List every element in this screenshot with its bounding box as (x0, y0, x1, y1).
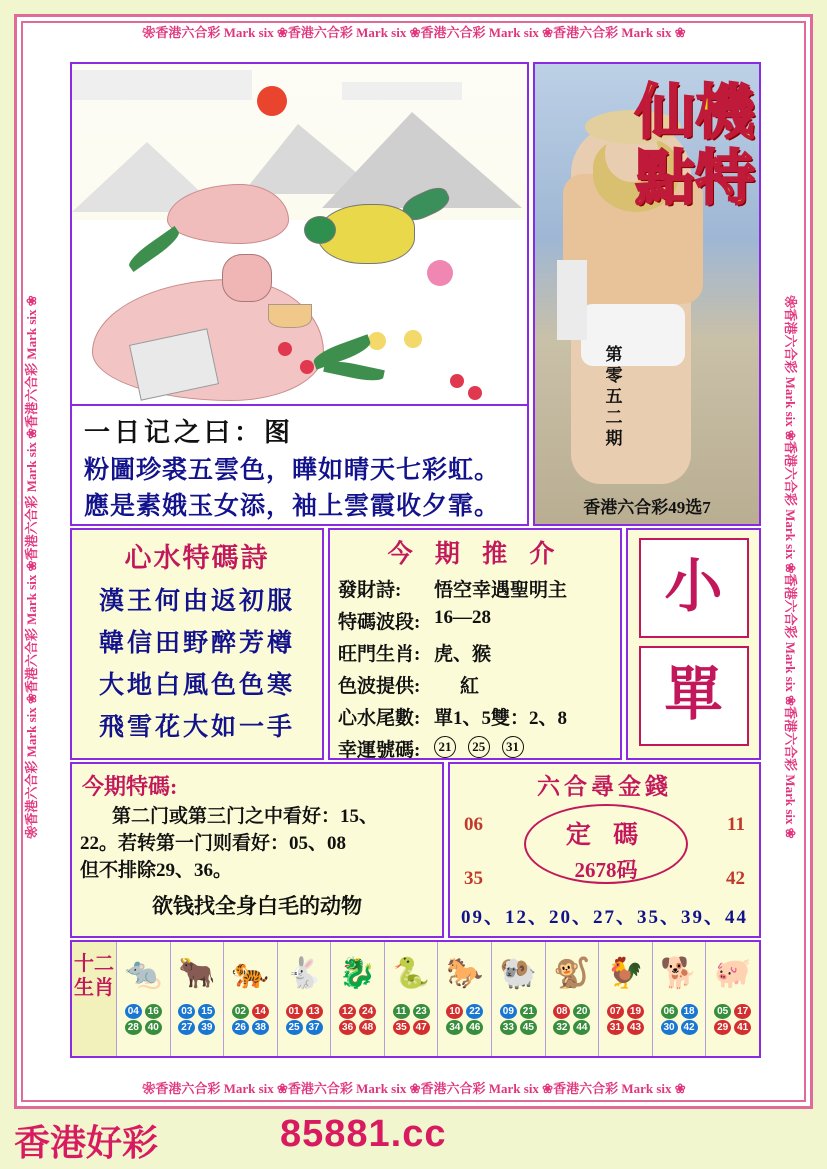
recommend-label: 發財詩: (338, 580, 402, 601)
goat-icon: 🐏 (499, 956, 538, 990)
marquee-right: ❀香港六合彩 Mark six ❀香港六合彩 Mark six ❀香港六合彩 Mark six ❀香港六合彩 Mark six ❀ (783, 295, 798, 839)
zodiac-number: 26 (232, 1020, 249, 1035)
zodiac-cell-horse (438, 942, 492, 1056)
zodiac-number: 01 (286, 1004, 303, 1019)
zodiac-number: 19 (627, 1004, 644, 1019)
zodiac-cell-snake (385, 942, 439, 1056)
poem-title: 心水特碼詩 (124, 543, 270, 573)
leaf-icon (323, 358, 385, 384)
zodiac-number: 13 (306, 1004, 323, 1019)
zodiac-cell-rooster (599, 942, 653, 1056)
zodiac-numbers (661, 1004, 698, 1037)
rooster-icon: 🐓 (606, 956, 645, 990)
pig-icon: 🐖 (713, 956, 752, 990)
recommend-row (338, 607, 620, 634)
zodiac-number: 05 (714, 1004, 731, 1019)
poem-line: 大地白風色色寒 (98, 672, 295, 699)
zodiac-number: 06 (661, 1004, 678, 1019)
lucky-numbers (434, 735, 620, 762)
zodiac-number: 11 (393, 1004, 410, 1019)
rabbit-icon: 🐇 (285, 956, 323, 990)
zodiac-cell-dog (653, 942, 707, 1056)
recommend-title: 今 期 推 介 (387, 541, 563, 568)
zodiac-cell-ox (171, 942, 225, 1056)
recommend-value: 16—28 (434, 607, 491, 628)
horse-icon: 🐎 (446, 956, 484, 990)
caption-panel (70, 404, 529, 526)
zodiac-number: 42 (681, 1020, 698, 1035)
flower-icon (368, 332, 386, 350)
zodiac-number: 47 (413, 1020, 430, 1035)
zodiac-numbers (232, 1004, 269, 1037)
recommend-panel (328, 528, 622, 760)
cup-icon (268, 304, 312, 328)
dragon-icon: 🐉 (338, 956, 377, 990)
zodiac-number: 41 (734, 1020, 751, 1035)
redaction-bar (557, 260, 587, 340)
flower-icon (427, 260, 453, 286)
bird-head (304, 216, 336, 244)
berry-icon (468, 386, 482, 400)
special-code-hint: 欲钱找全身白毛的动物 (152, 894, 362, 918)
zodiac-number: 10 (446, 1004, 463, 1019)
poem-line: 漢王何由返初服 (98, 588, 295, 615)
zodiac-number: 08 (553, 1004, 570, 1019)
zodiac-number: 25 (286, 1020, 303, 1035)
zodiac-number: 34 (446, 1020, 463, 1035)
zodiac-number: 31 (607, 1020, 624, 1035)
zodiac-number: 15 (198, 1004, 215, 1019)
fixed-code-label: 定 碼 (565, 822, 647, 849)
recommend-label: 幸運號碼: (338, 740, 421, 761)
zodiac-number: 14 (252, 1004, 269, 1019)
footer-brand: 香港好彩 (14, 1123, 159, 1163)
zodiac-number: 44 (573, 1020, 590, 1035)
caption-line1-prefix: 一日记之曰： (84, 418, 265, 447)
berry-icon (450, 374, 464, 388)
zodiac-cell-rat (117, 942, 171, 1056)
zodiac-number: 12 (339, 1004, 356, 1019)
zodiac-cell-goat (492, 942, 546, 1056)
recommend-label: 心水尾數: (338, 708, 421, 729)
sun-icon (257, 86, 287, 116)
recommend-label: 色波提供: (338, 676, 421, 697)
special-code-line: 但不排除29、36。 (80, 860, 233, 881)
zodiac-number: 18 (681, 1004, 698, 1019)
zodiac-cell-tiger (224, 942, 278, 1056)
recommend-value: 悟空幸遇聖明主 (434, 580, 568, 601)
zodiac-number: 07 (607, 1004, 624, 1019)
poem-line: 韓信田野醉芳樽 (98, 630, 295, 657)
recommend-row (338, 639, 620, 666)
zodiac-number: 43 (627, 1020, 644, 1035)
dog-icon: 🐕 (660, 956, 698, 990)
zodiac-number: 21 (520, 1004, 537, 1019)
recommend-row-lucky (338, 735, 620, 762)
zodiac-cell-rabbit (278, 942, 332, 1056)
zodiac-cell-dragon (331, 942, 385, 1056)
zodiac-numbers (714, 1004, 751, 1037)
zodiac-number: 29 (714, 1020, 731, 1035)
lucky-number: 25 (468, 736, 490, 758)
zodiac-numbers (553, 1004, 590, 1037)
berry-icon (300, 360, 314, 374)
money-corner-topleft: 06 (464, 814, 483, 835)
zodiac-number: 24 (359, 1004, 376, 1019)
badge-char-small: 小 (639, 538, 749, 638)
zodiac-number: 22 (466, 1004, 483, 1019)
zodiac-number: 33 (500, 1020, 517, 1035)
poem-line: 飛雪花大如一手 (98, 714, 295, 741)
zodiac-cell-monkey (546, 942, 600, 1056)
zodiac-number: 37 (306, 1020, 323, 1035)
issue-number: 第零五二期 (605, 345, 623, 448)
special-code-line: 22。若转第一门则看好：05、08 (80, 833, 347, 854)
zodiac-label: 十二生肖 (72, 942, 117, 1056)
marquee-top: ❀香港六合彩 Mark six ❀香港六合彩 Mark six ❀香港六合彩 Mark six ❀香港六合彩 Mark six ❀ (142, 25, 686, 40)
zodiac-number: 20 (573, 1004, 590, 1019)
special-code-panel (70, 762, 444, 938)
lottery-note: 香港六合彩49选7 (583, 498, 711, 517)
recommend-value: 虎、猴 (434, 644, 492, 665)
money-corner-bottomleft: 35 (464, 868, 483, 889)
caption-poem-1: 粉圖珍裘五雲色，曄如晴天七彩虹。 (84, 457, 501, 484)
recommend-label: 旺門生肖: (338, 644, 421, 665)
footer (0, 1109, 827, 1169)
recommend-row (338, 703, 620, 730)
money-corner-topright: 11 (727, 814, 745, 835)
special-code-title: 今期特碼: (82, 774, 178, 799)
berry-icon (278, 342, 292, 356)
money-panel (448, 762, 761, 938)
recommend-value: 紅 (460, 676, 480, 697)
zodiac-number: 30 (661, 1020, 678, 1035)
zodiac-cells (117, 942, 759, 1056)
zodiac-numbers (607, 1004, 644, 1037)
zodiac-numbers (446, 1004, 483, 1037)
zodiac-number: 02 (232, 1004, 249, 1019)
zodiac-number: 23 (413, 1004, 430, 1019)
caption-line1 (84, 412, 294, 449)
marquee-bottom: ❀香港六合彩 Mark six ❀香港六合彩 Mark six ❀香港六合彩 Mark six ❀香港六合彩 Mark six ❀ (142, 1081, 686, 1096)
zodiac-number: 35 (393, 1020, 410, 1035)
zodiac-number: 38 (252, 1020, 269, 1035)
zodiac-numbers (500, 1004, 537, 1037)
zodiac-number: 39 (198, 1020, 215, 1035)
page-title: 仙機點特 (635, 80, 755, 212)
zodiac-number: 28 (125, 1020, 142, 1035)
badge-char-single: 單 (639, 646, 749, 746)
redaction-bar (342, 82, 462, 100)
zodiac-table (70, 940, 761, 1058)
lucky-number: 31 (502, 736, 524, 758)
monkey-icon: 🐒 (553, 956, 591, 990)
zodiac-number: 40 (145, 1020, 162, 1035)
zodiac-number: 45 (520, 1020, 537, 1035)
zodiac-number: 03 (178, 1004, 195, 1019)
recommend-value: 單1、5雙：2、8 (434, 708, 568, 729)
snake-icon: 🐍 (392, 956, 430, 990)
illustration-panel (70, 62, 529, 406)
special-code-line: 第二门或第三门之中看好：15、 (112, 806, 379, 827)
zodiac-numbers (125, 1004, 162, 1037)
zodiac-number: 16 (145, 1004, 162, 1019)
fixed-code-value: 2678码 (574, 858, 638, 882)
zodiac-number: 17 (734, 1004, 751, 1019)
zodiac-number: 27 (178, 1020, 195, 1035)
zodiac-cell-pig (706, 942, 759, 1056)
money-number-list: 09、12、20、27、35、39、44 (460, 907, 748, 928)
zodiac-number: 48 (359, 1020, 376, 1035)
zodiac-numbers (339, 1004, 376, 1037)
model-shorts (581, 304, 685, 366)
fixed-code-ellipse (524, 804, 688, 884)
cover-photo-panel (533, 62, 761, 526)
poem-panel (70, 528, 324, 760)
poster-content (46, 46, 781, 1076)
money-corner-bottomright: 42 (726, 868, 745, 889)
zodiac-number: 46 (466, 1020, 483, 1035)
redaction-bar (72, 70, 252, 100)
leaf-icon (125, 226, 182, 272)
ox-icon: 🐂 (178, 956, 216, 990)
zodiac-numbers (393, 1004, 430, 1037)
zodiac-number: 09 (500, 1004, 517, 1019)
rat-icon: 🐀 (124, 956, 162, 990)
tiger-icon: 🐅 (231, 956, 270, 990)
recommend-row (338, 671, 620, 698)
zodiac-number: 36 (339, 1020, 356, 1035)
zodiac-number: 04 (125, 1004, 142, 1019)
side-badge-panel (626, 528, 761, 760)
lucky-number: 21 (434, 736, 456, 758)
flower-icon (404, 330, 422, 348)
recommend-row (338, 575, 620, 602)
zodiac-number: 32 (553, 1020, 570, 1035)
marquee-left: ❀香港六合彩 Mark six ❀香港六合彩 Mark six ❀香港六合彩 Mark six ❀香港六合彩 Mark six ❀ (24, 295, 39, 839)
pot-icon (222, 254, 272, 302)
caption-line1-suffix: 图 (264, 418, 295, 447)
recommend-label: 特碼波段: (338, 612, 421, 633)
footer-url[interactable]: 85881.cc (280, 1113, 447, 1155)
zodiac-numbers (178, 1004, 215, 1037)
caption-poem-2: 應是素娥玉女添，袖上雲霞收夕霏。 (84, 493, 501, 520)
money-title: 六合尋金錢 (537, 774, 672, 799)
zodiac-numbers (286, 1004, 323, 1037)
